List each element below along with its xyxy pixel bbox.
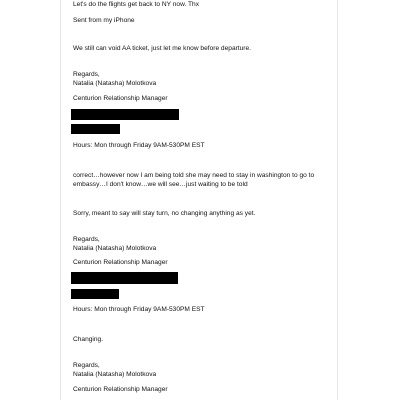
signature-regards: Regards, [73,236,100,243]
message-text: correct…however now I am being told she may need to stay in washington to go to [73,172,315,179]
signature-hours: Hours: Mon through Friday 9AM-530PM EST [73,306,205,313]
signature-title: Centurion Relationship Manager [73,386,168,393]
signature-title: Centurion Relationship Manager [73,259,168,266]
message-text: Sorry, meant to say will stay turn, no changing anything as yet. [73,210,256,217]
signature-name: Natalia (Natasha) Molotkova [73,245,157,252]
signature-name: Natalia (Natasha) Molotkova [73,80,157,87]
redaction-bar [71,272,178,284]
signature-title: Centurion Relationship Manager [73,95,168,102]
signature-hours: Hours: Mon through Friday 9AM-530PM EST [73,142,205,149]
signature-regards: Regards, [73,71,100,78]
message-text: Let's do the flights get back to NY now. Thx [73,1,200,8]
message-text: embassy…I don't know…we will see…just waiting to be told [73,181,248,188]
message-text: We still can void AA ticket, just let me know before departure. [73,45,251,52]
redaction-bar [71,289,119,299]
message-text: Changing. [73,336,104,343]
redaction-bar [71,109,179,120]
signature-regards: Regards, [73,362,100,369]
signature-name: Natalia (Natasha) Molotkova [73,371,157,378]
page-left-edge [60,0,61,400]
redaction-bar [71,124,120,134]
message-signature: Sent from my iPhone [73,17,135,24]
page-right-edge [337,0,338,400]
